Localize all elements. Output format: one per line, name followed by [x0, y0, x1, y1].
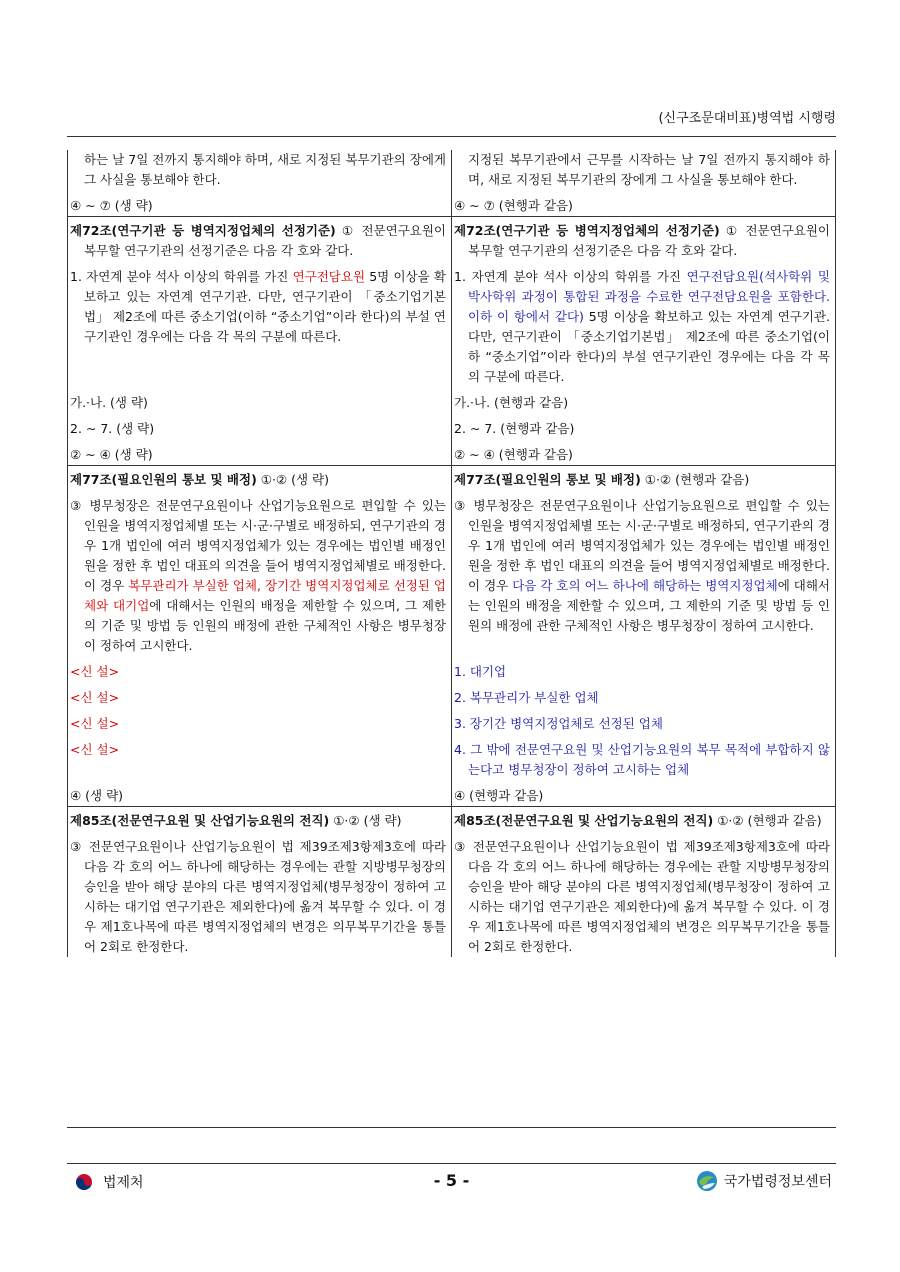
current-text-cell: [68, 831, 452, 957]
page-header: [67, 112, 836, 137]
current-text-cell: [68, 734, 452, 780]
clause-text: 2. 복무관리가 부실한 업체: [454, 690, 599, 705]
clause-text: 가.·나. (현행과 같음): [454, 395, 569, 410]
current-text-cell: [68, 217, 452, 262]
clause-text: 하는 날 7일 전까지 통지해야 하며, 새로 지정된 복무기관의 장에게 그 사실을 통보해야 한다.: [84, 152, 446, 187]
table-row: [68, 490, 836, 656]
current-text-cell: [68, 780, 452, 807]
table-row: [68, 413, 836, 439]
table-row: [68, 190, 836, 217]
current-text-cell: [68, 466, 452, 491]
clause-text: ① 전문연구요원이 복무할 연구기관의 선정기준은 다음 각 호와 같다.: [84, 223, 446, 258]
clause-text: ④ (현행과 같음): [454, 788, 544, 803]
current-text-cell: [68, 387, 452, 413]
clause-text: 2. ∼ 7. (생 략): [70, 421, 155, 436]
clause-text: 1. 자연계 분야 석사 이상의 학위를 가진: [70, 269, 293, 284]
clause-text: ③ 전문연구요원이나 산업기능요원이 법 제39조제3항제3호에 따라 다음 각 호의 어느 하나에 해당하는 경우에는 관할 지방병무청장의 승인을 받아 해당 분야의 다른 병역지정업체(병무청장이 정하여 고시하는 대기업 연구기관은 제외한다)에 옮겨 복무할 수 있다. 이 경우 제1호나목에 따른 병역지정업체의 변경은 의무복무기간을 통틀어 2회로 한정한다.: [454, 839, 830, 954]
footer-left-label: 법제처: [103, 1175, 144, 1191]
table-row: [68, 150, 836, 190]
revised-text-cell: [452, 682, 836, 708]
clause-text: 1. 자연계 분야 석사 이상의 학위를 가진: [454, 269, 687, 284]
clause-text: <신 설>: [70, 742, 120, 757]
table-row: [68, 466, 836, 491]
clause-text: 5명 이상을 확보하고 있는 자연계 연구기관. 다만, 연구기관이 「중소기업기본법」 제2조에 따른 중소기업(이하 “중소기업”이라 한다)의 부설 연구기관인 경우에는 다음 각 목의 구분에 따른다.: [84, 269, 446, 344]
current-text-cell: [68, 150, 452, 190]
clause-text: 가.·나. (생 략): [70, 395, 148, 410]
clause-text: 에 대해서는 인원의 배정을 제한할 수 있으며, 그 제한의 기준 및 방법 등 인원의 배정에 관한 구체적인 사항은 병무청장이 정하여 고시한다.: [468, 578, 830, 633]
table-row: [68, 439, 836, 466]
clause-text: ①·② (생 략): [256, 472, 329, 487]
footer-right: [696, 1170, 832, 1192]
table-row: [68, 831, 836, 957]
clause-text: ④ (생 략): [70, 788, 124, 803]
revised-text-cell: [452, 490, 836, 656]
page-footer: [67, 1163, 836, 1200]
clause-text: 5명 이상을 확보하고 있는 자연계 연구기관. 다만, 연구기관이 「중소기업기본법」 제2조에 따른 중소기업(이하 “중소기업”이라 한다)의 부설 연구기관인 경우에는 다음 각 목의 구분에 따른다.: [468, 309, 830, 384]
clause-text: ①·② (생 략): [329, 813, 402, 828]
clause-text: 2. ∼ 7. (현행과 같음): [454, 421, 575, 436]
clause-text: ③ 병무청장은 전문연구요원이나 산업기능요원으로 편입할 수 있는 인원을 병역지정업체별 또는 시·군·구별로 배정하되, 연구기관의 경우 1개 법인에 여러 병역지정업체가 있는 경우에는 법인별 배정인원을 정한 후 법인 대표의 의견을 들어 병역지정업체별로 배정한다. 이 경우: [454, 498, 830, 593]
table-row: [68, 780, 836, 807]
clause-text: <신 설>: [70, 664, 120, 679]
clause-text: <신 설>: [70, 716, 120, 731]
revised-text-cell: [452, 413, 836, 439]
current-text-cell: [68, 190, 452, 217]
revised-text-cell: [452, 780, 836, 807]
clause-text: 연구전담요원: [292, 269, 366, 284]
law-center-globe-icon: [696, 1170, 718, 1192]
clause-text: <신 설>: [70, 690, 120, 705]
article-heading: 제72조(연구기관 등 병역지정업체의 선정기준): [454, 223, 720, 238]
table-row: [68, 656, 836, 682]
comparison-table: [67, 150, 836, 957]
current-text-cell: [68, 439, 452, 466]
article-heading: 제85조(전문연구요원 및 산업기능요원의 전직): [454, 813, 714, 828]
article-heading: 제77조(필요인원의 통보 및 배정): [70, 472, 257, 487]
clause-text: ①·② (현행과 같음): [640, 472, 750, 487]
article-heading: 제72조(연구기관 등 병역지정업체의 선정기준): [70, 223, 336, 238]
current-text-cell: [68, 656, 452, 682]
current-text-cell: [68, 413, 452, 439]
clause-text: ② ∼ ④ (생 략): [70, 447, 153, 462]
clause-text: 4. 그 밖에 전문연구요원 및 산업기능요원의 복무 목적에 부합하지 않는다고 병무청장이 정하여 고시하는 업체: [454, 742, 830, 777]
current-text-cell: [68, 490, 452, 656]
revised-text-cell: [452, 708, 836, 734]
clause-text: 복무관리가 부실한 업체, 장기간 병역지정업체로 선정된 업체와 대기업: [84, 578, 446, 613]
clause-text: ④ ∼ ⑦ (생 략): [70, 198, 153, 213]
revised-text-cell: [452, 807, 836, 832]
clause-text: 지정된 복무기관에서 근무를 시작하는 날 7일 전까지 통지해야 하며, 새로 지정된 복무기관의 장에게 그 사실을 통보해야 한다.: [468, 152, 830, 187]
table-row: [68, 734, 836, 780]
current-text-cell: [68, 807, 452, 832]
revised-text-cell: [452, 439, 836, 466]
clause-text: 연구전담요원(석사학위 및 박사학위 과정이 통합된 과정을 수료한 연구전담요원을 포함한다. 이하 이 항에서 같다): [468, 269, 830, 324]
clause-text: 다음 각 호의 어느 하나에 해당하는 병역지정업체: [512, 578, 778, 593]
revised-text-cell: [452, 217, 836, 262]
clause-text: 3. 장기간 병역지정업체로 선정된 업체: [454, 716, 663, 731]
revised-text-cell: [452, 466, 836, 491]
header-title: (신구조문대비표)병역법 시행령: [658, 111, 836, 126]
table-row: [68, 708, 836, 734]
clause-text: ② ∼ ④ (현행과 같음): [454, 447, 573, 462]
revised-text-cell: [452, 150, 836, 190]
footer-right-label: 국가법령정보센터: [723, 1174, 832, 1190]
table-row: [68, 807, 836, 832]
clause-text: ④ ∼ ⑦ (현행과 같음): [454, 198, 573, 213]
article-heading: 제77조(필요인원의 통보 및 배정): [454, 472, 641, 487]
clause-text: ③ 병무청장은 전문연구요원이나 산업기능요원으로 편입할 수 있는 인원을 병역지정업체별 또는 시·군·구별로 배정하되, 연구기관의 경우 1개 법인에 여러 병역지정업체가 있는 경우에는 법인별 배정인원을 정한 후 법인 대표의 의견을 들어 병역지정업체별로 배정한다. 이 경우: [70, 498, 446, 593]
revised-text-cell: [452, 190, 836, 217]
revised-text-cell: [452, 734, 836, 780]
clause-text: ③ 전문연구요원이나 산업기능요원이 법 제39조제3항제3호에 따라 다음 각 호의 어느 하나에 해당하는 경우에는 관할 지방병무청장의 승인을 받아 해당 분야의 다른 병역지정업체(병무청장이 정하여 고시하는 대기업 연구기관은 제외한다)에 옮겨 복무할 수 있다. 이 경우 제1호나목에 따른 병역지정업체의 변경은 의무복무기간을 통틀어 2회로 한정한다.: [70, 839, 446, 954]
revised-text-cell: [452, 656, 836, 682]
clause-text: ①·② (현행과 같음): [713, 813, 822, 828]
clause-text: 에 대해서는 인원의 배정을 제한할 수 있으며, 그 제한의 기준 및 방법 등 인원의 배정에 관한 구체적인 사항은 병무청장이 정하여 고시한다.: [84, 598, 446, 653]
table-row: [68, 682, 836, 708]
revised-text-cell: [452, 261, 836, 387]
current-text-cell: [68, 708, 452, 734]
clause-text: 1. 대기업: [454, 664, 507, 679]
revised-text-cell: [452, 387, 836, 413]
table-row: [68, 261, 836, 387]
current-text-cell: [68, 682, 452, 708]
clause-text: ① 전문연구요원이 복무할 연구기관의 선정기준은 다음 각 호와 같다.: [468, 223, 830, 258]
table-row: [68, 387, 836, 413]
article-heading: 제85조(전문연구요원 및 산업기능요원의 전직): [70, 813, 330, 828]
table-row: [68, 217, 836, 262]
revised-text-cell: [452, 831, 836, 957]
table-bottom-rule: [67, 1127, 836, 1128]
current-text-cell: [68, 261, 452, 387]
page-number: - 5 -: [433, 1171, 470, 1190]
